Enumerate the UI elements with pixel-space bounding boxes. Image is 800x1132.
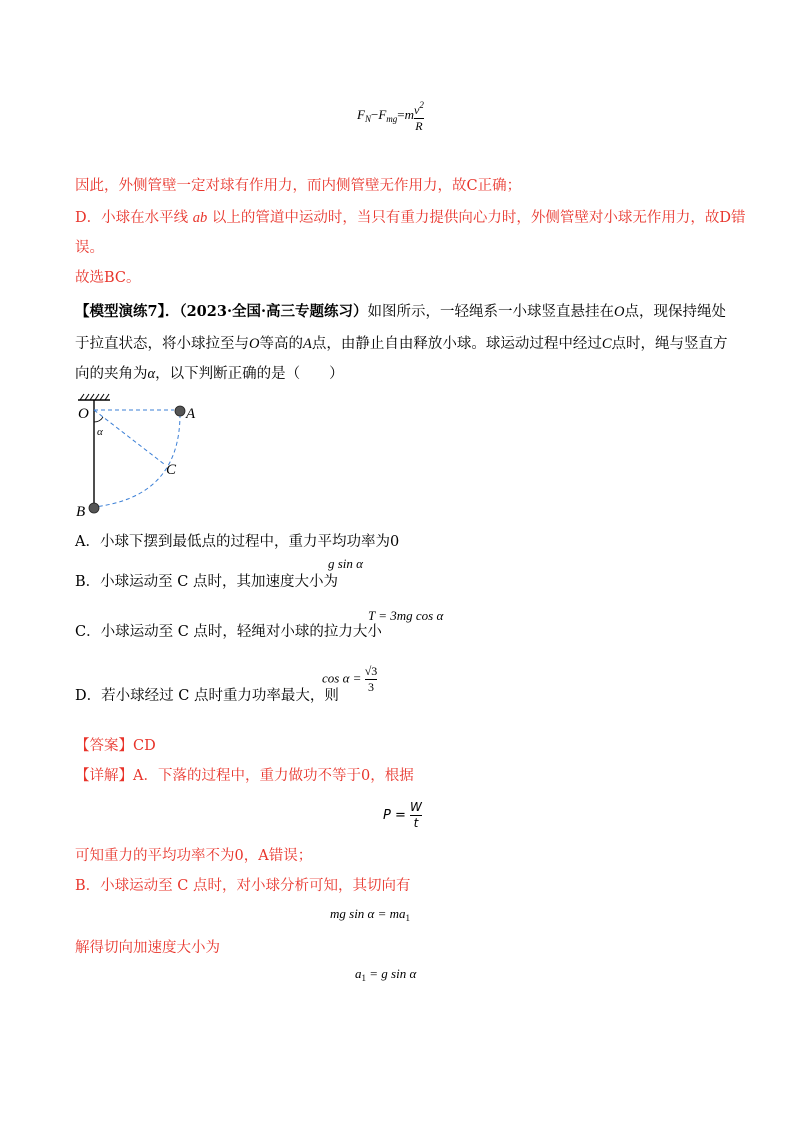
option-d-num: √3 xyxy=(364,664,378,678)
eq1-num: W xyxy=(410,800,422,814)
eq-f1: F xyxy=(357,106,365,122)
eq-sub-n: N xyxy=(364,113,371,124)
q2-C: C xyxy=(601,336,612,352)
detail-line-2: 可知重力的平均功率不为0，A错误； xyxy=(75,848,313,864)
equation-centripetal xyxy=(357,98,424,134)
option-d-den: 3 xyxy=(365,679,378,695)
detail-label: 【详解】 xyxy=(75,768,133,784)
q2-d: 点时，绳与竖直方 xyxy=(611,336,728,352)
detail-line-3: B．小球运动至 C 点时，对小球分析可知，其切向有 xyxy=(75,878,411,894)
option-a: A．小球下摆到最低点的过程中，重力平均功率为0 xyxy=(75,534,400,550)
eq-sup: 2 xyxy=(419,100,424,110)
eq3-sub: 1 xyxy=(361,973,366,983)
line2-ab: ab xyxy=(192,210,208,226)
q2-b: 等高的 xyxy=(259,336,303,352)
pendulum-figure xyxy=(70,392,210,522)
q3-a: 向的夹角为 xyxy=(75,366,148,382)
line2-part-b: 以上的管道中运动时，当只有重力提供向心力时，外侧管壁对小球无作用力，故D错 xyxy=(207,210,746,226)
eq-num: v xyxy=(414,103,420,117)
q2-o: O xyxy=(249,336,260,352)
question-line-2 xyxy=(75,334,728,354)
option-c-math: T = 3mg cos α xyxy=(368,608,444,623)
eq-den: R xyxy=(415,119,423,133)
option-b: B．小球运动至 C 点时，其加速度大小为 xyxy=(75,574,338,590)
option-d-lhs: cos α = xyxy=(322,670,362,686)
question-line-3 xyxy=(75,364,344,384)
option-d-math xyxy=(322,664,377,695)
eq-minus: − xyxy=(370,106,379,122)
answer-label: 【答案】 xyxy=(75,738,133,754)
explanation-line-2 xyxy=(75,208,745,228)
dashed-arc xyxy=(94,414,180,507)
ball-b xyxy=(89,503,99,513)
q1-o: O xyxy=(614,304,625,320)
eq-sub-mg: mg xyxy=(386,113,398,124)
question-tag: 【模型演练7】 xyxy=(75,303,165,320)
eq1-den: t xyxy=(410,815,422,831)
eq3-a: a xyxy=(355,966,362,981)
label-o: O xyxy=(78,406,89,422)
eq-equals: = xyxy=(397,106,405,122)
equation-tangential xyxy=(330,906,410,923)
option-c: C．小球运动至 C 点时，轻绳对小球的拉力大小 xyxy=(75,624,382,640)
label-b: B xyxy=(76,504,86,520)
q3-alpha: α xyxy=(147,366,156,382)
equation-power xyxy=(383,800,422,831)
eq-fraction xyxy=(414,98,424,134)
label-a: A xyxy=(186,406,196,422)
question-source: ．（2023·全国·高三专题练习） xyxy=(164,303,368,320)
question-line-1 xyxy=(75,302,726,322)
q2-c: 点，由静止自由释放小球。球运动过程中经过 xyxy=(311,336,602,352)
dashed-line-oc xyxy=(94,410,164,464)
q2-A: A xyxy=(302,336,312,352)
eq2-main: mg sin α = ma xyxy=(330,906,406,921)
detail-l1-text: A．下落的过程中，重力做功不等于0，根据 xyxy=(133,768,414,784)
answer-value: CD xyxy=(133,738,156,754)
line2-part-a: D．小球在水平线 xyxy=(75,210,193,226)
q3-b: ，以下判断正确的是（ ） xyxy=(155,366,344,382)
option-b-math: g sin α xyxy=(328,556,363,571)
option-d: D．若小球经过 C 点时重力功率最大，则 xyxy=(75,688,339,704)
angle-arc xyxy=(94,417,103,422)
ball-a xyxy=(175,406,185,416)
explanation-line-3: 误。 xyxy=(75,240,104,256)
q1-b: 点，现保持绳处 xyxy=(624,304,727,320)
equation-acceleration xyxy=(355,966,416,983)
detail-line-1 xyxy=(75,766,414,786)
detail-line-4: 解得切向加速度大小为 xyxy=(75,940,220,956)
answer-line xyxy=(75,736,156,756)
eq3-rest: = g sin α xyxy=(366,966,417,981)
eq-m: m xyxy=(404,106,414,122)
option-d-fraction xyxy=(365,664,378,695)
ceiling-hatch xyxy=(80,394,109,400)
q1-a: 如图所示，一轻绳系一小球竖直悬挂在 xyxy=(367,304,615,320)
eq-f2: F xyxy=(378,106,387,122)
explanation-line-4: 故选BC。 xyxy=(75,270,141,286)
explanation-line-1: 因此，外侧管壁一定对球有作用力，而内侧管壁无作用力，故C正确； xyxy=(75,178,522,194)
q2-a: 于拉直状态，将小球拉至与 xyxy=(75,336,249,352)
label-c: C xyxy=(166,462,177,478)
eq2-sub: 1 xyxy=(405,913,411,923)
eq1-lhs: P = xyxy=(383,808,406,823)
label-alpha: α xyxy=(97,426,103,438)
eq1-fraction xyxy=(410,800,422,831)
